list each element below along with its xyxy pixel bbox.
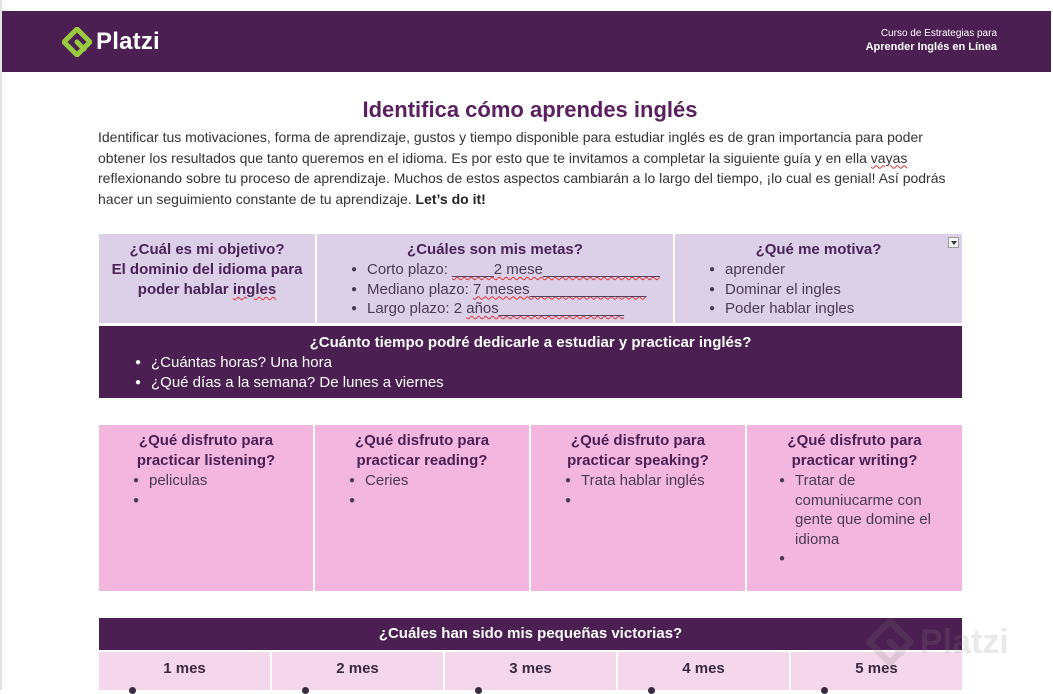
reading-heading-2: practicar reading? [356, 452, 488, 469]
bullet-dot [302, 687, 309, 694]
platzi-watermark [866, 618, 1009, 666]
course-name [866, 27, 997, 55]
tiempo-section[interactable] [99, 326, 962, 398]
writing-heading-2: practicar writing? [791, 452, 918, 469]
month-label: 2 mes [336, 660, 379, 677]
page-title: Identifica cómo aprendes inglés [362, 97, 698, 122]
listening-item: ● peliculas [127, 471, 313, 491]
intro-lets-do-it: Let’s do it! [415, 190, 486, 207]
speaking-heading-1: ¿Qué disfruto para [570, 432, 706, 449]
objetivo-heading: ¿Cuál es mi objetivo? [129, 241, 285, 258]
motiva-cell[interactable] [675, 234, 962, 323]
victorias-heading: ¿Cuáles han sido mis pequeñas victorias? [99, 618, 962, 650]
writing-cell[interactable] [747, 425, 962, 591]
tiempo-heading: ¿Cuánto tiempo podré dedicarle a estudiar y practicar inglés? [309, 334, 752, 351]
tiempo-dias: ● ¿Qué días a la semana? De lunes a viernes [129, 373, 962, 393]
month-label: 1 mes [163, 660, 206, 677]
writing-list [773, 471, 952, 549]
tiempo-horas: ● ¿Cuántas horas? Una hora [129, 353, 962, 373]
speaking-list [559, 471, 745, 491]
motiva-heading: ¿Qué me motiva? [755, 241, 882, 258]
meta-largo-label: Largo plazo: 2 [367, 300, 467, 317]
speaking-heading-2: practicar speaking? [567, 452, 709, 469]
metas-heading: ¿Cuáles son mis metas? [407, 241, 583, 258]
month-label: 3 mes [509, 660, 552, 677]
platzi-watermark-icon [866, 618, 914, 666]
course-line-1: Curso de Estrategias para [880, 28, 997, 39]
metas-list [345, 260, 673, 319]
page-left-edge [0, 0, 2, 690]
listening-heading-2: practicar listening? [136, 452, 276, 469]
meta-mediano [345, 280, 673, 300]
intro-text-2: reflexionando sobre tu proceso de aprendizaje. Muchos de estos aspectos cambiarán a lo largo del tiempo, ¡lo cual es genial! Así podrás hacer un seguimiento constante de tu aprendizaje. [98, 170, 946, 207]
logo-text: Platzi [96, 28, 160, 55]
motiva-item: ● Poder hablar ingles [703, 299, 962, 319]
month-label: 4 mes [682, 660, 725, 677]
meta-largo [345, 299, 673, 319]
meta-corto-value: _____2 mese______________ [452, 261, 660, 278]
bullet-dot [821, 687, 828, 694]
bullet-dot [475, 687, 482, 694]
writing-item: ● Tratar de comuniucarme con gente que domine el idioma [773, 471, 952, 549]
course-line-2: Aprender Inglés en Línea [865, 41, 997, 53]
listening-cell[interactable] [99, 425, 313, 591]
platzi-logo[interactable] [62, 26, 160, 58]
metas-cell[interactable] [317, 234, 673, 323]
listening-list [127, 471, 313, 491]
header-banner [2, 11, 1051, 72]
meta-largo-value: años_______________ [466, 300, 624, 317]
motiva-item: ● aprender [703, 260, 962, 280]
objetivo-answer-word: ingles [232, 281, 277, 298]
tiempo-list [129, 353, 962, 392]
meta-corto-label: Corto plazo: [367, 261, 453, 278]
speaking-cell[interactable] [531, 425, 745, 591]
intro-paragraph [98, 127, 962, 209]
objetivo-answer-text: poder hablar [137, 281, 233, 298]
bullet-dot [648, 687, 655, 694]
intro-word-vayas: vayas [870, 149, 908, 166]
objetivo-cell[interactable] [99, 234, 315, 323]
month-label: 5 mes [855, 660, 898, 677]
reading-list [343, 471, 529, 491]
speaking-item: ● Trata hablar inglés [559, 471, 745, 491]
month-cell-2[interactable] [272, 652, 443, 690]
platzi-logo-icon [62, 27, 92, 57]
meta-corto [345, 260, 673, 280]
meta-mediano-value: 7 meses______________ [472, 280, 647, 298]
dropdown-arrow-icon[interactable] [948, 237, 959, 248]
meta-mediano-label: Mediano plazo: [367, 280, 473, 298]
reading-item: ● Ceries [343, 471, 529, 491]
month-cell-1[interactable] [99, 652, 270, 690]
intro-text-1: Identificar tus motivaciones, forma de aprendizaje, gustos y tiempo disponible para estudiar inglés es de gran importancia para poder obtener los resultados que tanto queremos en el idioma. Es por esto que te invitamos a completar la siguiente guía y en ella [98, 129, 923, 166]
motiva-item: ● Dominar el ingles [703, 280, 962, 300]
watermark-text: Platzi [920, 622, 1009, 661]
reading-heading-1: ¿Qué disfruto para [354, 432, 490, 449]
month-cell-3[interactable] [445, 652, 616, 690]
objetivo-answer-line1: El dominio del idioma para [111, 261, 303, 278]
bullet-dot [129, 687, 136, 694]
month-cell-4[interactable] [618, 652, 789, 690]
reading-cell[interactable] [315, 425, 529, 591]
objetivo-answer-line2 [99, 280, 315, 300]
writing-heading-1: ¿Qué disfruto para [787, 432, 922, 449]
motiva-list [703, 260, 962, 319]
listening-heading-1: ¿Qué disfruto para [138, 432, 274, 449]
